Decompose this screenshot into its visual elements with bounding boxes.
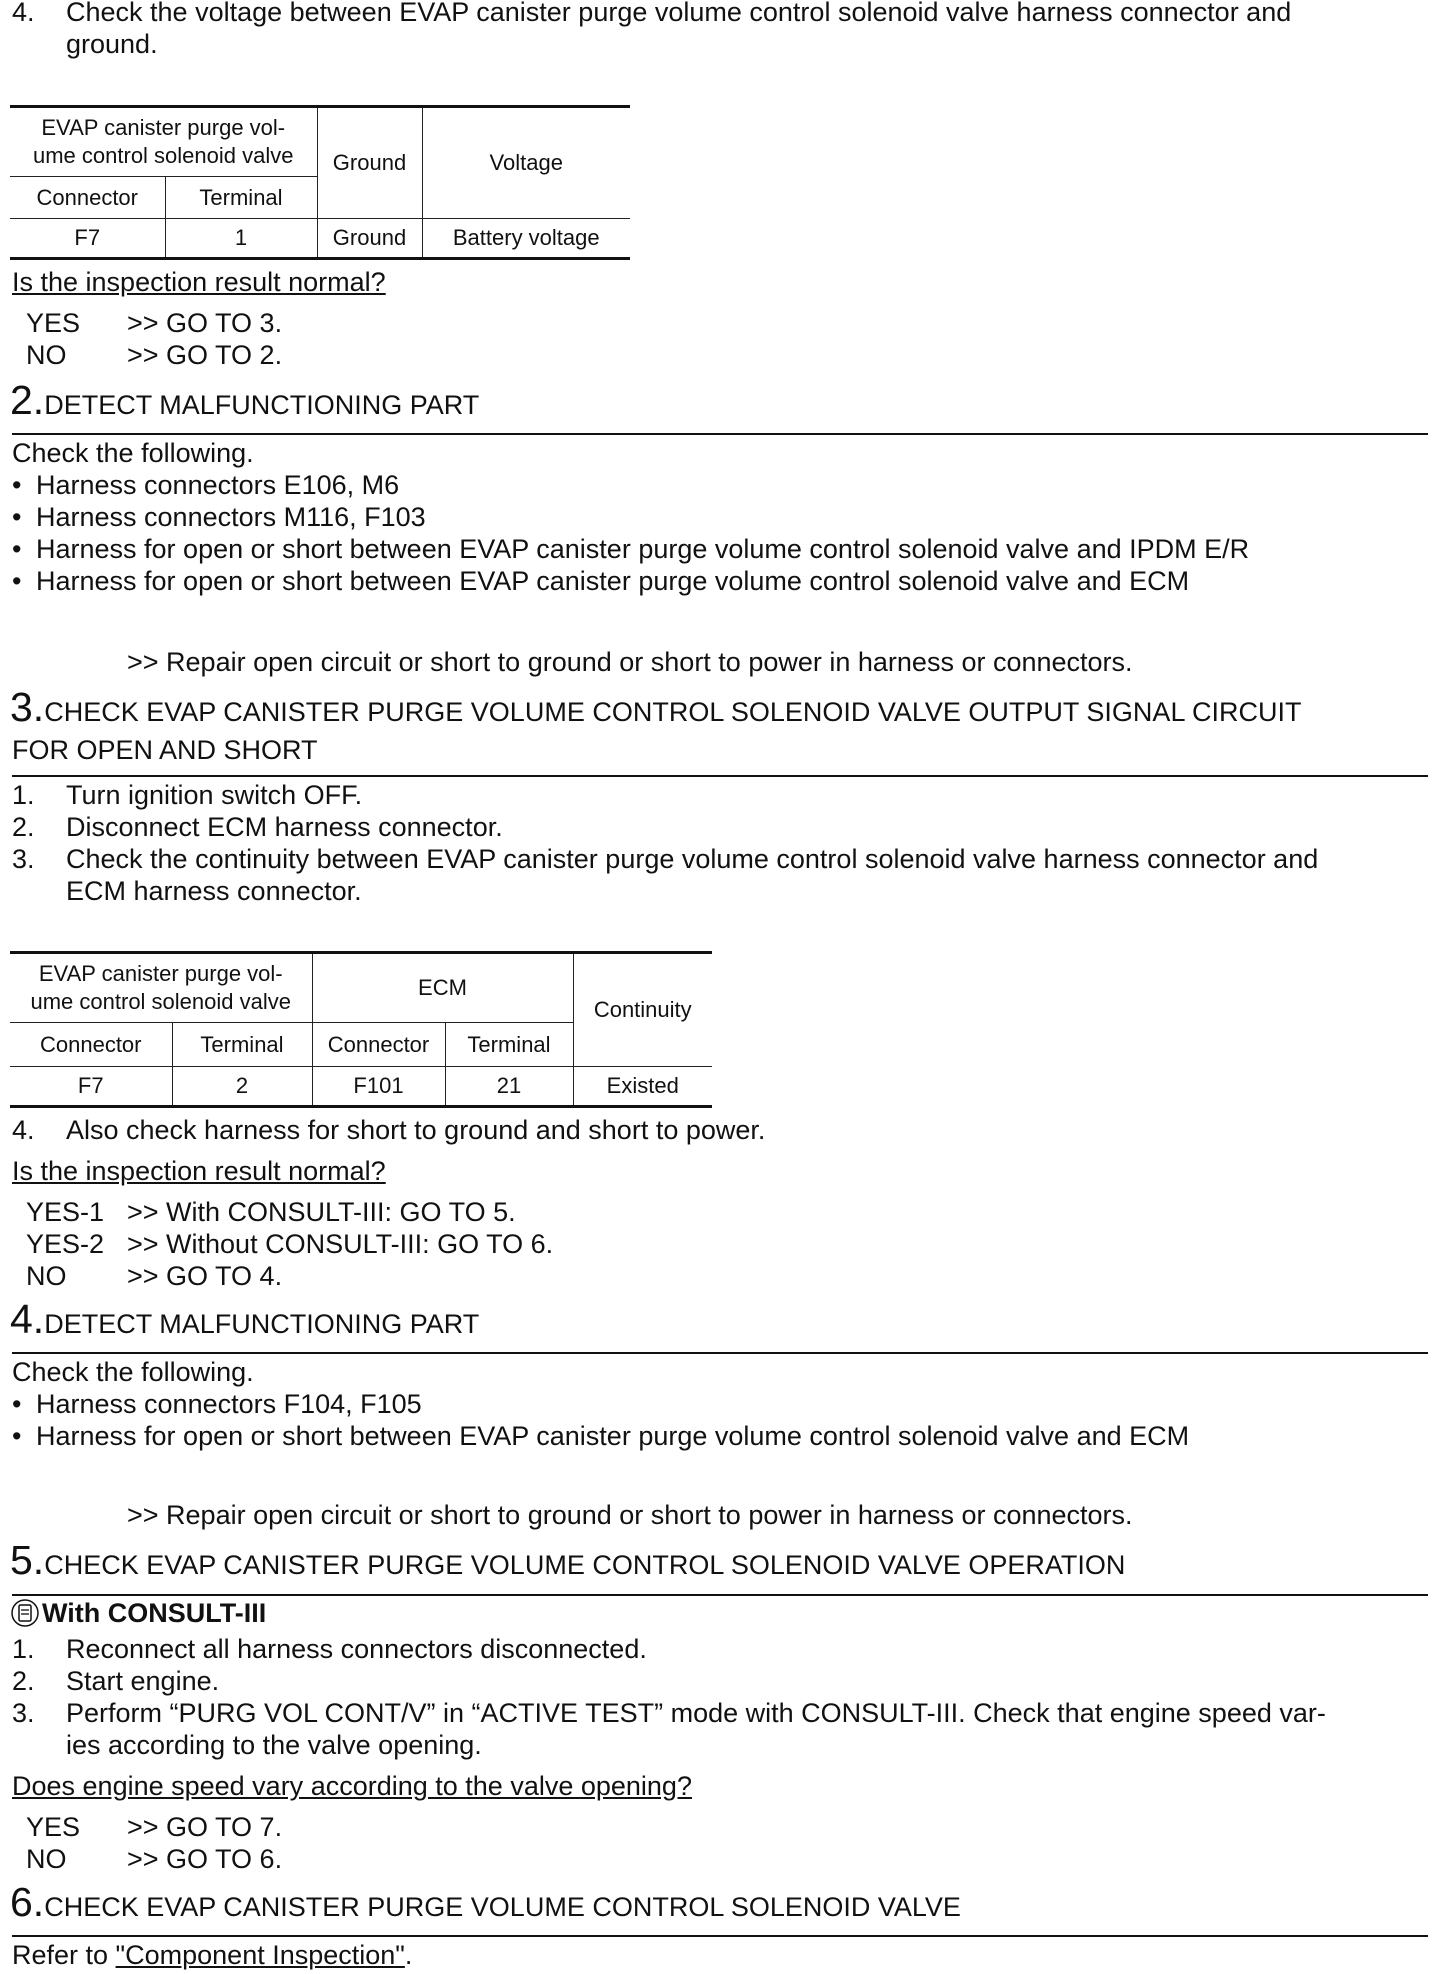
list-item: Harness for open or short between EVAP canister purge volume control solenoid valve and ECM [36,566,1190,596]
step-text: Reconnect all harness connectors disconnected. [66,1634,647,1664]
action-text: >> Repair open circuit or short to ground or short to power in harness or connectors. [127,1500,1133,1530]
consult-label: With CONSULT-III [10,1597,266,1629]
step-number: 4. [12,1115,35,1145]
answer-text: >> Without CONSULT-III: GO TO 6. [127,1229,554,1259]
bullet-icon: • [12,502,22,532]
step-number: 4. [12,0,35,27]
answer-text: >> GO TO 7. [127,1812,283,1842]
voltage-spec-table [10,105,630,260]
table-header-cell: Connector [10,1023,172,1067]
divider [12,1594,1428,1596]
step-text: Turn ignition switch OFF. [66,780,363,810]
answer-label: YES [26,1812,81,1842]
table-header-cell: Terminal [445,1023,573,1067]
table-header-cell: EVAP canister purge vol- ume control solenoid valve [10,953,312,1023]
table-cell: Ground [317,219,422,259]
answer-text: >> With CONSULT-III: GO TO 5. [127,1197,516,1227]
table-header-cell: Continuity [573,953,712,1067]
section-heading-cont: FOR OPEN AND SHORT [12,735,318,765]
list-item: Harness connectors E106, M6 [36,470,400,500]
answer-label: YES-1 [26,1197,105,1227]
divider [12,1352,1428,1354]
check-intro: Check the following. [12,1357,254,1387]
section-heading: 4.DETECT MALFUNCTIONING PART [10,1296,480,1342]
table-cell: 1 [165,219,317,259]
step-number: 2. [12,812,35,842]
step-number: 1. [12,780,35,810]
table-header-cell: Ground [317,107,422,219]
table-cell: F7 [10,1067,172,1107]
answer-label: YES [26,308,81,338]
step-text: Perform “PURG VOL CONT/V” in “ACTIVE TEST” mode with CONSULT-III. Check that engine speed var- [66,1698,1326,1728]
answer-text: >> GO TO 2. [127,340,283,370]
continuity-spec-table [10,951,712,1108]
bullet-icon: • [12,470,22,500]
list-item: Harness connectors M116, F103 [36,502,426,532]
table-cell: F7 [10,219,165,259]
consult-tool-icon [10,1598,40,1628]
answer-label: NO [26,1261,67,1291]
step-number: 1. [12,1634,35,1664]
step-number: 3. [12,844,35,874]
section-heading: 5.CHECK EVAP CANISTER PURGE VOLUME CONTROL SOLENOID VALVE OPERATION [10,1537,1126,1583]
table-cell: 21 [445,1067,573,1107]
reference-text: Refer to "Component Inspection". [12,1940,413,1970]
table-header-cell: Connector [312,1023,445,1067]
answer-text: >> GO TO 4. [127,1261,283,1291]
divider [12,433,1428,435]
step-text: Disconnect ECM harness connector. [66,812,503,842]
inspection-question: Is the inspection result normal? [12,1156,386,1186]
bullet-icon: • [12,566,22,596]
table-cell: 2 [172,1067,312,1107]
step-text: ies according to the valve opening. [66,1730,482,1760]
section-heading: 2.DETECT MALFUNCTIONING PART [10,377,480,423]
table-cell: Existed [573,1067,712,1107]
answer-label: NO [26,1844,67,1874]
answer-label: YES-2 [26,1229,105,1259]
inspection-question: Is the inspection result normal? [12,267,386,297]
action-text: >> Repair open circuit or short to ground or short to power in harness or connectors. [127,647,1133,677]
step-text: ground. [66,29,158,59]
check-intro: Check the following. [12,438,254,468]
answer-text: >> GO TO 3. [127,308,283,338]
step-number: 3. [12,1698,35,1728]
inspection-question: Does engine speed vary according to the valve opening? [12,1771,692,1801]
component-inspection-link[interactable]: "Component Inspection" [115,1940,405,1970]
table-header-cell: Terminal [172,1023,312,1067]
section-heading: 6.CHECK EVAP CANISTER PURGE VOLUME CONTROL SOLENOID VALVE [10,1879,961,1925]
answer-label: NO [26,340,67,370]
step-text: ECM harness connector. [66,876,362,906]
table-header-cell: ECM [312,953,573,1023]
table-cell: Battery voltage [422,219,630,259]
step-text: Check the voltage between EVAP canister purge volume control solenoid valve harness connector and [66,0,1292,27]
answer-text: >> GO TO 6. [127,1844,283,1874]
bullet-icon: • [12,534,22,564]
section-heading: 3.CHECK EVAP CANISTER PURGE VOLUME CONTROL SOLENOID VALVE OUTPUT SIGNAL CIRCUIT [10,684,1302,730]
list-item: Harness connectors F104, F105 [36,1389,422,1419]
table-header-cell: EVAP canister purge vol- ume control solenoid valve [10,107,317,177]
step-text: Check the continuity between EVAP canister purge volume control solenoid valve harness connector and [66,844,1319,874]
table-header-cell: Voltage [422,107,630,219]
table-header-cell: Terminal [165,177,317,219]
step-text: Start engine. [66,1666,220,1696]
list-item: Harness for open or short between EVAP canister purge volume control solenoid valve and ECM [36,1421,1190,1451]
list-item: Harness for open or short between EVAP canister purge volume control solenoid valve and IPDM E/R [36,534,1250,564]
bullet-icon: • [12,1421,22,1451]
table-header-cell: Connector [10,177,165,219]
step-text: Also check harness for short to ground and short to power. [66,1115,766,1145]
step-number: 2. [12,1666,35,1696]
bullet-icon: • [12,1389,22,1419]
divider [12,775,1428,777]
table-cell: F101 [312,1067,445,1107]
divider [12,1935,1428,1937]
